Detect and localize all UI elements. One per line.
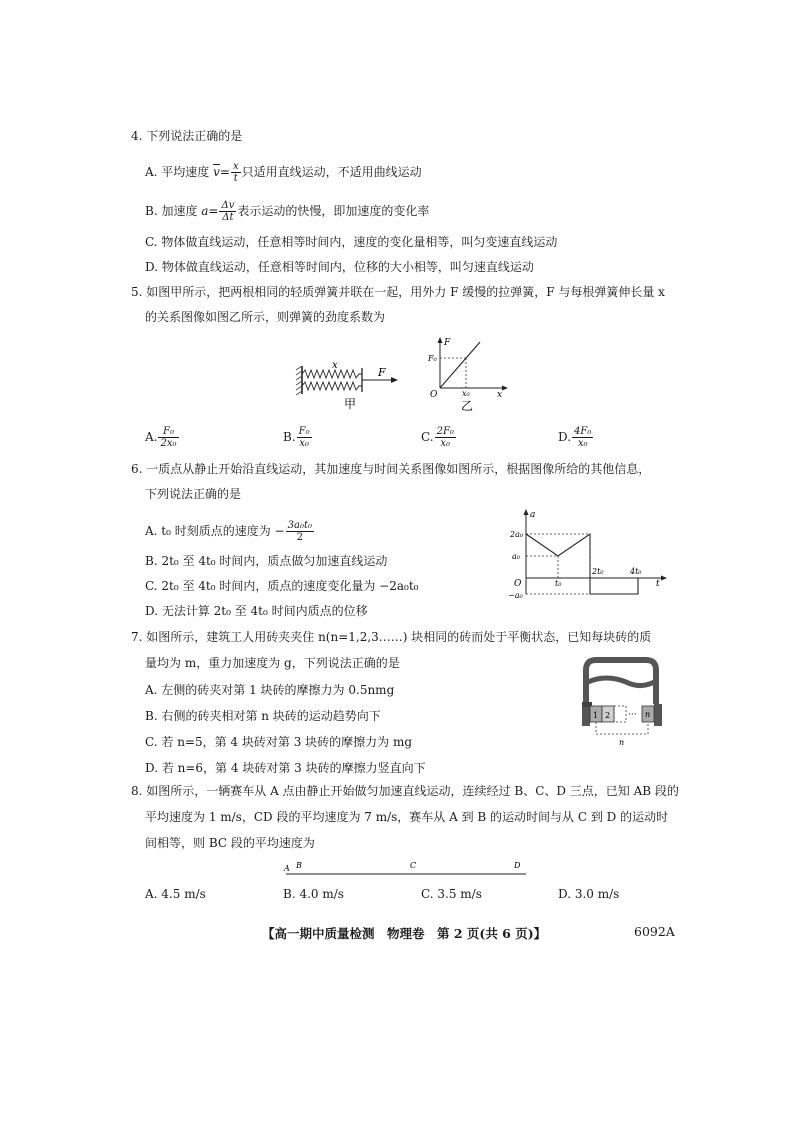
q5-line2: 的关系图像如图乙所示，则弹簧的劲度系数为 [145,310,386,324]
q7-option-a: A. 左侧的砖夹对第 1 块砖的摩擦力为 0.5nmg [145,683,395,697]
q4-a-fraction [231,161,241,184]
q5-jia-f-label: F [378,366,386,379]
q7-option-c: C. 若 n=5，第 4 块砖对第 3 块砖的摩擦力为 mg [145,735,413,749]
q5-option-c [421,426,457,449]
q5-d-den: x₀ [577,438,588,449]
q8-option-b: B. 4.0 m/s [283,887,344,901]
q5-a-letter: A. [145,430,158,444]
q4-b-den: Δt [222,212,234,223]
q6-a-den: 2 [296,532,303,543]
q6-graph-tick-a0: a₀ [512,552,520,561]
q6-graph-tick-4t0: 4t₀ [630,567,642,576]
q4-option-d: D. 物体做直线运动，任意相等时间内，位移的大小相等，叫匀速直线运动 [145,260,534,274]
q6-option-b: B. 2t₀ 至 4t₀ 时间内，质点做匀加速直线运动 [145,554,388,568]
q7-n-label: n [619,738,625,747]
q4-b-prefix: B. 加速度 [145,204,202,218]
q6-option-c: C. 2t₀ 至 4t₀ 时间内，质点的速度变化量为 −2a₀t₀ [145,579,419,593]
q6-graph-origin: O [514,579,522,589]
q7-brick-2: 2 [605,711,611,720]
q6-option-a [145,520,315,543]
q5-option-d [558,426,594,449]
q7-option-d: D. 若 n=6，第 4 块砖对第 3 块砖的摩擦力竖直向下 [145,761,426,775]
q4-option-a [145,161,422,184]
q5-b-fraction [297,426,312,449]
q5-d-num: 4F₀ [574,426,592,437]
q8-line3: 间相等，则 BC 段的平均速度为 [145,836,315,850]
q4-a-suffix: 只适用直线运动，不适用曲线运动 [241,165,422,179]
q8-line1: 8. 如图所示，一辆赛车从 A 点由静止开始做匀加速直线运动，连续经过 B、C、D 三点，已知 AB 段的 [131,784,679,798]
q7-brick-n: n [645,710,651,719]
q5-c-fraction [435,426,456,449]
q6-line2: 下列说法正确的是 [145,487,242,501]
q6-graph-tick-t0: t₀ [555,579,562,588]
q4-b-eq: = [208,204,219,218]
q6-graph-tick-2a0: 2a₀ [510,530,524,539]
q5-line1: 5. 如图甲所示，把两根相同的轻质弹簧并联在一起，用外力 F 缓慢的拉弹簧，F 与每根弹簧伸长量 x [131,285,665,299]
q5-figure-jia [292,360,402,410]
q4-b-fraction [219,200,236,223]
q8-point-a: A [284,864,290,873]
q7-brick-clamp-figure [574,652,674,748]
q8-option-c: C. 3.5 m/s [421,887,482,901]
q7-brick-1: 1 [593,711,599,720]
q6-graph-tick-neg-a0: −a₀ [508,591,523,600]
q5-yi-caption: 乙 [461,399,474,413]
q4-b-a: a [201,204,209,218]
q4-a-v: $\overline{v}$ [213,165,220,179]
q5-yi-f0: F₀ [428,354,437,363]
q6-a-prefix: A. t₀ 时刻质点的速度为 − [145,524,285,538]
q7-option-b: B. 右侧的砖夹相对第 n 块砖的运动趋势向下 [145,709,381,723]
q7-line2: 量均为 m，重力加速度为 g，下列说法正确的是 [145,656,400,670]
q5-c-letter: C. [421,430,434,444]
q6-acceleration-graph [510,506,670,606]
q5-c-num: 2F₀ [436,426,454,437]
q4-a-prefix: A. 平均速度 [145,165,210,179]
q6-option-d: D. 无法计算 2t₀ 至 4t₀ 时间内质点的位移 [145,604,368,618]
q6-graph-y-label: a [530,510,536,520]
q4-b-num: Δv [221,200,235,211]
q4-a-num: x [232,161,239,172]
q5-a-fraction [158,426,178,449]
q4-a-eq: = [219,165,230,179]
q5-figure-yi [428,334,510,416]
q5-b-num: F₀ [298,426,310,437]
q6-a-fraction [286,520,314,543]
q4-a-den: t [233,173,238,184]
q5-jia-x-label: x [332,360,338,371]
q5-b-den: x₀ [299,438,309,449]
q4-option-b [145,200,429,223]
q5-c-den: x₀ [440,438,451,449]
q4-option-c: C. 物体做直线运动，任意相等时间内，速度的变化量相等，叫匀变速直线运动 [145,235,558,249]
q5-yi-y-label: F [444,338,451,348]
q5-jia-caption: 甲 [344,397,357,411]
q6-a-num: 3a₀t₀ [287,520,312,531]
q5-yi-x0: x₀ [462,389,470,398]
q5-yi-x-label: x [497,390,503,400]
q7-line1: 7. 如图所示，建筑工人用砖夹夹住 n(n=1,2,3……) 块相同的砖而处于平衡状态，已知每块砖的质 [131,630,652,644]
q8-point-d: D [514,861,521,870]
q5-option-a [145,426,180,449]
q5-a-den: 2x₀ [160,438,177,449]
q5-option-b [283,426,313,449]
q8-option-d: D. 3.0 m/s [558,887,620,901]
q8-point-b: B [296,861,302,870]
q7-brick-dots: ··· [628,710,637,720]
q5-d-letter: D. [558,430,572,444]
q5-a-num: F₀ [158,426,178,438]
q8-option-a: A. 4.5 m/s [145,887,206,901]
q5-yi-origin: O [430,390,438,400]
page-footer-code: 6092A [634,924,675,939]
q4-stem: 4. 下列说法正确的是 [131,129,243,143]
q4-b-suffix: 表示运动的快慢，即加速度的变化率 [237,204,430,218]
q6-graph-t-label: t [656,579,660,589]
page-footer-title: 【高一期中质量检测 物理卷 第 2 页(共 6 页)】 [262,926,547,941]
q6-line1: 6. 一质点从静止开始沿直线运动，其加速度与时间关系图像如图所示，根据图像所给的其他信息， [131,462,651,476]
q5-b-letter: B. [283,430,296,444]
q8-line2: 平均速度为 1 m/s，CD 段的平均速度为 7 m/s，赛车从 A 到 B 的运动时间与从 C 到 D 的运动时 [145,810,669,824]
q6-graph-tick-2t0: 2t₀ [592,567,604,576]
q8-point-c: C [410,861,417,870]
q8-track-figure [282,858,532,878]
q5-d-fraction [572,426,593,449]
